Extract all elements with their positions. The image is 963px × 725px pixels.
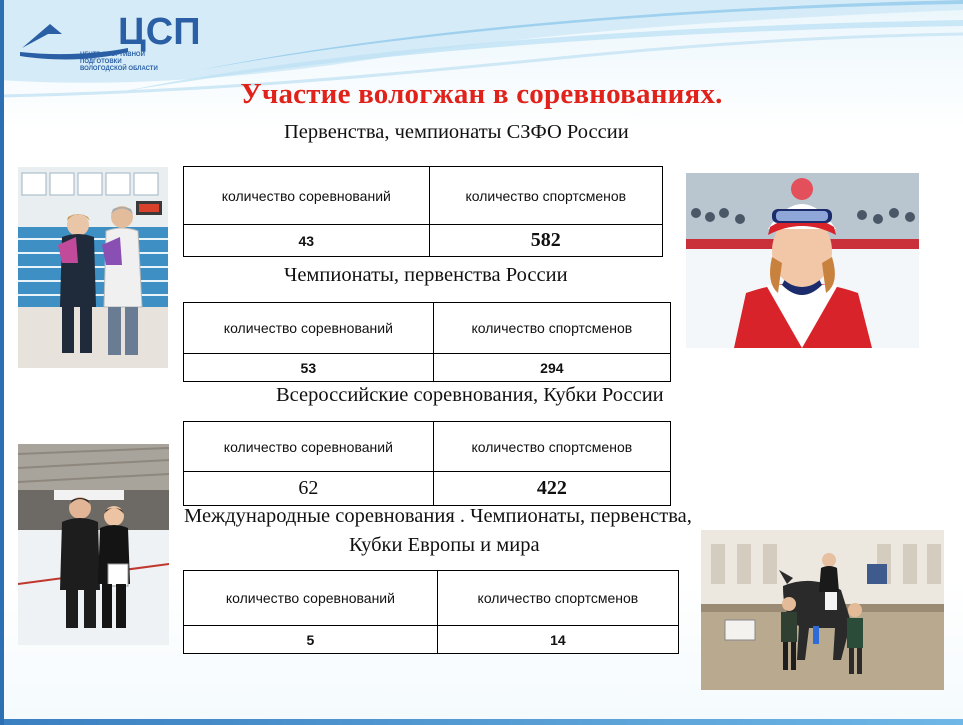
logo-caption: ЦЕНТР СПОРТИВНОЙ ПОДГОТОВКИ ВОЛОГОДСКОЙ ОБЛАСТИ: [80, 52, 158, 72]
col-header-athletes: количество спортсменов: [429, 167, 662, 225]
col-header-competitions: количество соревнований: [184, 303, 434, 354]
athletes-count: 582: [429, 225, 662, 257]
page-title: Участие вологжан в соревнованиях.: [240, 78, 723, 110]
stats-table-international: [183, 570, 679, 654]
col-header-athletes: количество спортсменов: [433, 422, 670, 472]
competitions-count: 62: [184, 472, 434, 506]
athletes-count: 422: [433, 472, 670, 506]
section-heading-all-russian: Всероссийские соревнования, Кубки России: [276, 384, 664, 406]
athletes-count: 294: [433, 354, 670, 382]
equestrian-arena-photo: [701, 530, 944, 690]
competitions-count: 53: [184, 354, 434, 382]
stats-table-russia-championships: [183, 302, 671, 382]
section-heading-international: Международные соревнования . Чемпионаты, первенства,: [184, 505, 692, 527]
competitions-count: 43: [184, 225, 430, 257]
competitions-count: 5: [184, 626, 438, 654]
col-header-competitions: количество соревнований: [184, 422, 434, 472]
stats-table-all-russian: [183, 421, 671, 506]
slide-left-border: [0, 0, 4, 725]
section-heading-szfo: Первенства, чемпионаты СЗФО России: [284, 121, 629, 143]
stats-table-szfo: [183, 166, 663, 257]
col-header-athletes: количество спортсменов: [437, 571, 678, 626]
col-header-competitions: количество соревнований: [184, 571, 438, 626]
col-header-competitions: количество соревнований: [184, 167, 430, 225]
swimming-pool-photo: [18, 167, 168, 368]
col-header-athletes: количество спортсменов: [433, 303, 670, 354]
csp-logo: [18, 4, 218, 72]
athletes-count: 14: [437, 626, 678, 654]
speed-skating-rink-photo: [18, 444, 169, 645]
section-heading-russia-championships: Чемпионаты, первенства России: [284, 264, 568, 286]
logo-mark: ЦСП: [118, 11, 201, 53]
slide-bottom-border: [0, 719, 963, 725]
section-heading-international-line2: Кубки Европы и мира: [349, 534, 540, 556]
skier-portrait-photo: [686, 173, 919, 348]
